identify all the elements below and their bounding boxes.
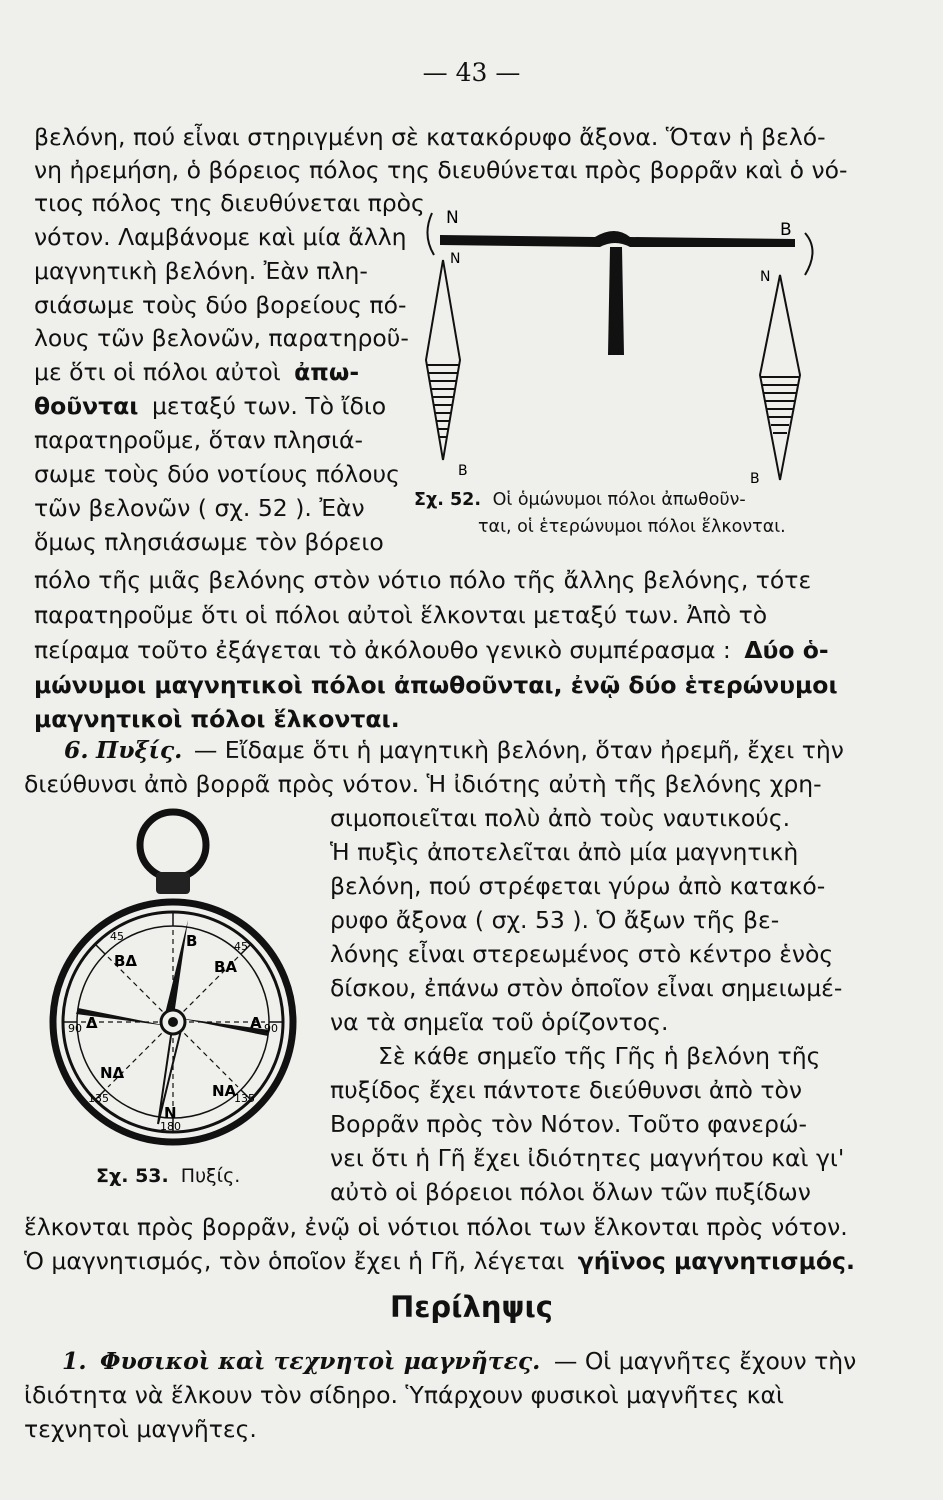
dial-label-a: Α xyxy=(250,1014,262,1032)
bold-term: ἀπω- xyxy=(294,358,360,386)
text-line: ἰδιότητα νὰ ἕλκουν τὸν σίδηρο. Ὑπάρχουν φυσικοὶ μαγνῆτες καὶ xyxy=(24,1381,784,1409)
caption-label: Σχ. 52. xyxy=(414,490,481,510)
figure-52-caption-line-2: ται, οἱ ἑτερώνυμοι πόλοι ἕλκονται. xyxy=(478,517,786,537)
text-line: μαγνητικὴ βελόνη. Ἐὰν πλη- xyxy=(34,257,368,285)
text-span: με ὅτι οἱ πόλοι αὐτοὶ xyxy=(34,358,281,386)
page-number: — 43 — xyxy=(422,58,521,87)
dial-label-ba: ΒΑ xyxy=(214,958,238,976)
magnet-needles-illustration xyxy=(410,195,840,495)
dial-label-nd: ΝΔ xyxy=(100,1064,125,1082)
needle-support xyxy=(608,247,624,355)
summary-item-title: Φυσικοὶ καὶ τεχνητοὶ μαγνῆτες. xyxy=(100,1347,541,1375)
label-n-top-left: N xyxy=(446,208,459,228)
text-line: σιάσωμε τοὺς δύο βορείους πό- xyxy=(34,291,407,319)
figure-52-caption xyxy=(414,488,746,512)
dial-label-na: ΝΑ xyxy=(212,1082,237,1100)
text-line xyxy=(34,635,829,665)
text-line: νότον. Λαμβάνομε καὶ μία ἄλλη xyxy=(34,223,407,251)
bold-line: μώνυμοι μαγνητικοὶ πόλοι ἀπωθοῦνται, ἐνῷ δύο ἑτερώνυμοι xyxy=(34,671,838,699)
bold-term: Δύο ὁ- xyxy=(744,636,829,664)
text-line: δίσκου, ἐπάνω στὸν ὁποῖον εἶναι σημειωμέ- xyxy=(330,974,843,1002)
text-span: Ὁ μαγνητισμός, τὸν ὁποῖον ἔχει ἡ Γῆ, λέγεται xyxy=(24,1247,565,1275)
degree-label: 135 xyxy=(234,1092,255,1105)
degree-label: 90 xyxy=(68,1022,82,1035)
repel-arrow-left xyxy=(427,213,434,255)
dial-label-d: Δ xyxy=(86,1014,98,1032)
horizontal-needle xyxy=(440,231,795,247)
text-line xyxy=(24,1246,855,1276)
text-line: αὐτὸ οἱ βόρειοι πόλοι ὅλων τῶν πυξίδων xyxy=(330,1178,811,1206)
text-line: λους τῶν βελονῶν, παρατηροῦ- xyxy=(34,324,409,352)
compass-ring xyxy=(140,812,206,878)
text-line: ρυφο ἄξονα ( σχ. 53 ). Ὁ ἄξων τῆς βε- xyxy=(330,906,780,934)
degree-label: 90 xyxy=(264,1022,278,1035)
text-line: σιμοποιεῖται πολὺ ἀπὸ τοὺς ναυτικούς. xyxy=(330,804,791,832)
compass-crown xyxy=(156,872,190,894)
degree-label: 135 xyxy=(88,1092,109,1105)
text-line: να τὰ σημεῖα τοῦ ὁρίζοντος. xyxy=(330,1008,669,1036)
label-n-right: N xyxy=(760,269,771,285)
bold-term: θοῦνται xyxy=(34,392,139,420)
text-line: πυξίδος ἔχει πάντοτε διεύθυνσι ἀπὸ τὸν xyxy=(330,1076,803,1104)
dial-label-bd: ΒΔ xyxy=(114,952,138,970)
figure-52 xyxy=(410,195,840,495)
text-line: βελόνη, πού στρέφεται γύρω ἀπὸ κατακό- xyxy=(330,872,826,900)
degree-label: 45 xyxy=(110,930,124,943)
text-line: βελόνη, πού εἶναι στηριγμένη σὲ κατακόρυφο ἄξονα. Ὅταν ἡ βελό- xyxy=(34,123,826,151)
text-line: Σὲ κάθε σημεῖο τῆς Γῆς ἡ βελόνη τῆς xyxy=(378,1042,821,1070)
section-title: Πυξίς. xyxy=(96,736,183,764)
compass-illustration xyxy=(38,800,308,1160)
text-line: τεχνητοὶ μαγνῆτες. xyxy=(24,1415,257,1443)
text-line: Ἡ πυξὶς ἀποτελεῖται ἀπὸ μία μαγνητικὴ xyxy=(330,838,799,866)
text-span: μεταξύ των. Τὸ ἴδιο xyxy=(151,392,387,420)
label-b-right: B xyxy=(750,471,760,487)
text-line: τῶν βελονῶν ( σχ. 52 ). Ἐὰν xyxy=(34,494,365,522)
figure-53-caption xyxy=(96,1164,240,1188)
compass-pivot-center xyxy=(168,1017,178,1027)
summary-item-number: 1. xyxy=(62,1347,87,1375)
degree-label: 45 xyxy=(234,940,248,953)
text-line: νη ἠρεμήση, ὁ βόρειος πόλος της διευθύνεται πρὸς βορρᾶν καὶ ὁ νό- xyxy=(34,156,848,184)
text-line: ὅμως πλησιάσωμε τὸν βόρειο xyxy=(34,528,384,556)
text-line: πόλο τῆς μιᾶς βελόνης στὸν νότιο πόλο τῆς ἄλλης βελόνης, τότε xyxy=(34,566,812,594)
text-line: διεύθυνσι ἀπὸ βορρᾶ πρὸς νότον. Ἡ ἰδιότης αὐτὴ τῆς βελόνης χρη- xyxy=(24,770,822,798)
text-span: — Εἴδαμε ὅτι ἡ μαγητικὴ βελόνη, ὅταν ἠρεμῆ, ἔχει τὴν xyxy=(193,736,844,764)
text-span: πείραμα τοῦτο ἐξάγεται τὸ ἀκόλουθο γενικὸ συμπέρασμα : xyxy=(34,636,731,664)
attract-arrow-right xyxy=(805,233,813,275)
text-line: ἕλκονται πρὸς βορρᾶν, ἐνῷ οἱ νότιοι πόλοι των ἕλκονται πρὸς νότον. xyxy=(24,1213,848,1241)
label-b-left: B xyxy=(458,463,468,479)
label-n-left: N xyxy=(450,251,461,267)
bold-line: μαγνητικοὶ πόλοι ἕλκονται. xyxy=(34,705,400,733)
section-number: 6. xyxy=(64,736,89,764)
text-line: παρατηροῦμε, ὅταν πλησιά- xyxy=(34,426,363,454)
text-line: νει ὅτι ἡ Γῆ ἔχει ἰδιότητες μαγνήτου καὶ γι' xyxy=(330,1144,845,1172)
text-line xyxy=(34,357,359,387)
section-6-first-line xyxy=(64,735,844,765)
compass-needle-north xyxy=(163,920,188,1022)
text-line: σωμε τοὺς δύο νοτίους πόλους xyxy=(34,460,400,488)
text-line: τιος πόλος της διευθύνεται πρὸς xyxy=(34,189,425,217)
label-b-top-right: B xyxy=(780,220,792,240)
summary-first-line xyxy=(62,1346,856,1376)
figure-53 xyxy=(38,800,308,1160)
summary-heading: Περίληψις xyxy=(390,1290,553,1324)
text-line: Βορρᾶν πρὸς τὸν Νότον. Τοῦτο φανερώ- xyxy=(330,1110,808,1138)
text-span: — Οἱ μαγνῆτες ἔχουν τὴν xyxy=(553,1347,857,1375)
dial-label-n: Ν xyxy=(164,1104,177,1122)
bold-term: γήϊνος μαγνητισμός. xyxy=(577,1247,855,1275)
caption-label: Σχ. 53. xyxy=(96,1165,169,1187)
caption-text: Οἱ ὁμώνυμοι πόλοι ἀπωθοῦν- xyxy=(492,490,746,510)
left-needle-hatch xyxy=(427,365,459,437)
text-line: λόνης εἶναι στερεωμένος στὸ κέντρο ἑνὸς xyxy=(330,940,834,968)
text-line xyxy=(34,391,386,421)
caption-text: Πυξίς. xyxy=(180,1165,241,1187)
dial-label-b: Β xyxy=(186,932,198,950)
degree-label: 180 xyxy=(160,1120,181,1133)
text-line: παρατηροῦμε ὅτι οἱ πόλοι αὐτοὶ ἕλκονται μεταξύ των. Ἀπὸ τὸ xyxy=(34,601,768,629)
